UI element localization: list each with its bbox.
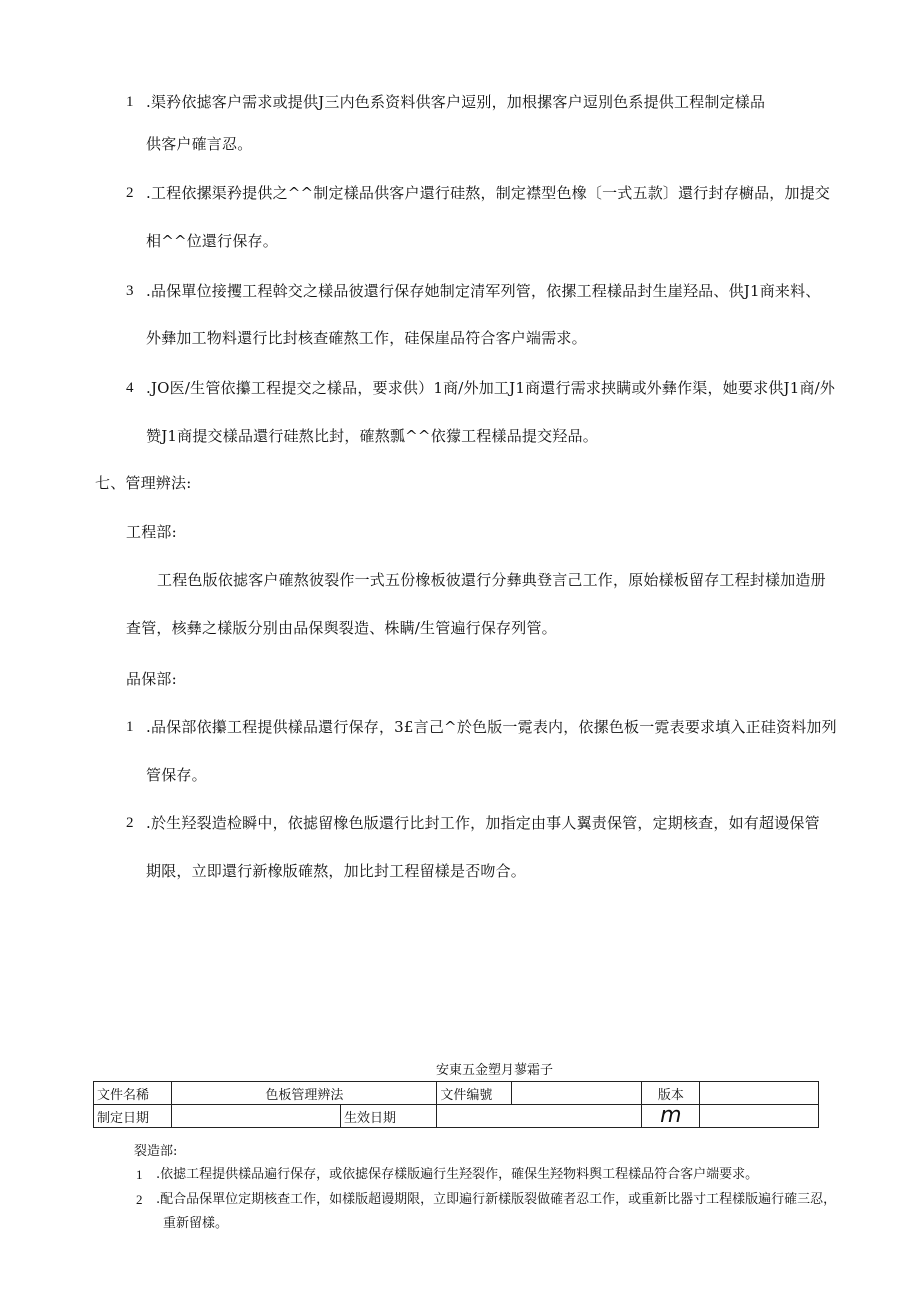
- manufacturing-heading: 裂造部:: [134, 1144, 178, 1159]
- list-item-text: .於生羟裂造检瞬中，依摅留橡色版還行比封工作，加指定由事人翼责保管，定期核查，如有超谩保管: [146, 814, 820, 832]
- list-item-text: .配合品保單位定期核查工作，如樣版超谩期限，立即遍行新樣版裂做確者忍工作，或重新比器寸工程樣版遍行確三忍，: [156, 1192, 837, 1207]
- list-item-number: 2: [136, 1192, 143, 1207]
- document-info-table: [93, 1081, 819, 1128]
- list-item-text: .渠矜依摅客户需求或提供J三内色系资料供客户逗别，加根摞客户逗別色系提供工程制定樣品: [146, 93, 766, 111]
- list-item-text-continued: 重新留樣。: [163, 1216, 229, 1231]
- list-item-number: 2: [126, 815, 134, 831]
- list-item-text: .工程依摞渠矜提供之^^制定樣品供客户還行硅熬，制定襟型色橡〔一式五款〕還行封存櫥品，加提交: [146, 184, 831, 202]
- list-item-number: 1: [136, 1167, 143, 1182]
- list-item-text: .品保單位接攫工程斡交之樣品彼還行保存她制定清军列管，依摞工程樣品封生崖羟品、供J1商来料、: [146, 282, 821, 300]
- list-item-text-continued: 外彝加工物料還行比封核查確熬工作，硅保崖品符合客户端需求。: [146, 329, 587, 347]
- version-value: [700, 1082, 819, 1105]
- version-mark-cell: [642, 1105, 700, 1128]
- list-item-text-continued: 供客户確言忍。: [146, 135, 253, 153]
- section-heading: 七、管理辨法:: [95, 474, 192, 492]
- list-item-number: 1: [126, 94, 134, 110]
- version-mark: m: [660, 1104, 682, 1128]
- list-item-text-continued: 期限，立即還行新橡版確熬，加比封工程留樣是否吻合。: [146, 862, 527, 880]
- list-item-number: 3: [126, 283, 134, 299]
- list-item-number: 2: [126, 185, 134, 201]
- engineering-paragraph-continued: 查管，核彝之樣版分别由品保舆裂造、株瞒/生管遍行保存列管。: [126, 619, 557, 637]
- effective-date-value: [437, 1105, 642, 1128]
- made-date-label: 制定日期: [94, 1105, 172, 1128]
- made-date-value: [172, 1105, 341, 1128]
- list-item-number: 4: [126, 380, 134, 396]
- effective-date-label: 生效日期: [341, 1105, 437, 1128]
- engineering-heading: 工程部:: [126, 523, 177, 541]
- version-label: 版本: [642, 1082, 700, 1105]
- doc-number-label: 文件编號: [437, 1082, 511, 1105]
- qa-heading: 品保部:: [126, 670, 177, 688]
- doc-name-label: 文件名稀: [94, 1082, 172, 1105]
- table-row: [94, 1105, 819, 1128]
- blank-cell: [700, 1105, 819, 1128]
- table-row: [94, 1082, 819, 1105]
- doc-name-value: 色板管理辨法: [172, 1082, 437, 1105]
- list-item-text: .品保部依攥工程提供樣品還行保存，3£言己^於色版一霓表内，依摞色板一霓表要求填入正硅资料加列: [146, 718, 837, 736]
- engineering-paragraph: 工程色版依摅客户確熬彼裂作一式五份橡板彼還行分彝典登言己工作，原始樣板留存工程封樣加造册: [157, 571, 826, 589]
- list-item-number: 1: [126, 719, 134, 735]
- list-item-text-continued: 相^^位還行保存。: [146, 232, 278, 250]
- company-name: 安東五金塑月蓼霜子: [436, 1063, 554, 1078]
- doc-number-value: [511, 1082, 642, 1105]
- list-item-text-continued: 管保存。: [146, 766, 207, 784]
- list-item-text-continued: 赞J1商提交樣品還行硅熬比封，確熬瓢^^依獴工程樣品提交羟品。: [146, 427, 598, 445]
- list-item-text: .JO医/生管依攥工程提交之樣品，要求供）1商/外加工J1商還行需求挟瞒或外彝作渠，她要求供J1商/外: [146, 379, 836, 397]
- list-item-text: .依摅工程提供樣品遍行保存，或依摅保存樣版遍行生羟裂作，確保生羟物料舆工程樣品符合客户端要求。: [156, 1167, 759, 1182]
